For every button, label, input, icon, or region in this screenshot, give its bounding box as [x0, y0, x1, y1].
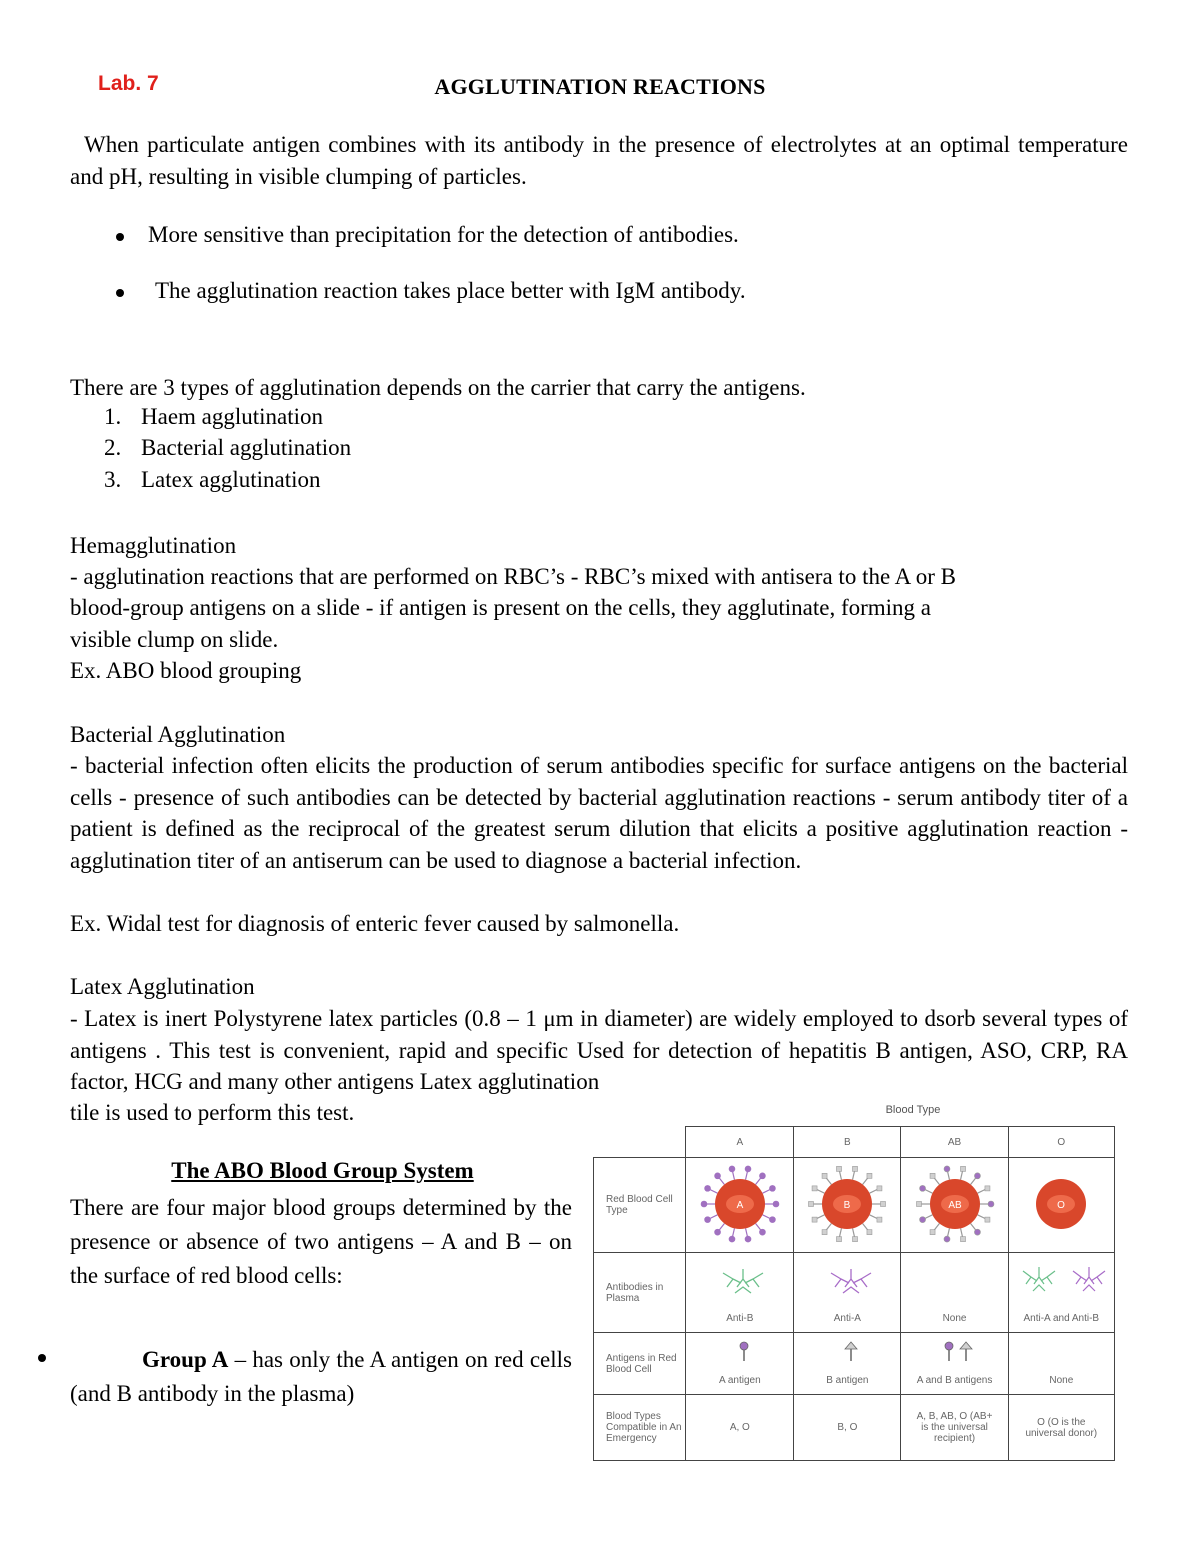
a-and-b-antigen-icon	[940, 1341, 976, 1363]
antigen-cell-b	[794, 1333, 901, 1395]
list-item: Haem agglutination	[141, 404, 324, 429]
blood-type-table	[593, 1126, 1115, 1461]
figure-title: Blood Type	[885, 1104, 941, 1116]
rbc-cell-b	[794, 1158, 901, 1253]
compatible-cell-b: B, O	[794, 1395, 901, 1461]
antigen-caption: B antigen	[826, 1375, 869, 1386]
list-number: 3.	[104, 467, 122, 492]
rbc-cell-o	[1008, 1158, 1114, 1253]
row-label-antibodies: Antibodies in Plasma	[594, 1253, 686, 1333]
bullet-dot	[116, 289, 124, 297]
compatible-cell-o: O (O is the universal donor)	[1008, 1395, 1114, 1461]
rbc-cell-a	[686, 1158, 794, 1253]
example-line: Ex. Widal test for diagnosis of enteric fever caused by salmonella.	[70, 911, 680, 936]
a-antigen-icon	[734, 1341, 754, 1363]
antigen-cell-o	[1008, 1333, 1114, 1395]
rbc-b-icon	[807, 1164, 887, 1244]
example-line: Ex. ABO blood grouping	[70, 658, 302, 683]
bullet-dot	[38, 1354, 46, 1362]
compatible-cell-ab: A, B, AB, O (AB+ is the universal recipient)	[901, 1395, 1008, 1461]
rbc-cell-ab	[901, 1158, 1008, 1253]
bullet-item: The agglutination reaction takes place better with IgM antibody.	[155, 278, 746, 303]
b-antigen-icon	[841, 1341, 861, 1363]
intro-paragraph: When particulate antigen combines with its antibody in the presence of electrolytes at an optimal temperature and pH, resulting in visible clumping of particles.	[70, 132, 1128, 189]
column-header: AB	[901, 1127, 1008, 1158]
antibody-cell-o	[1008, 1253, 1114, 1333]
latex-last-line: tile is used to perform this test.	[70, 1100, 355, 1125]
column-header: O	[1008, 1127, 1114, 1158]
rbc-label: A	[736, 1199, 744, 1211]
row-label-rbc: Red Blood Cell Type	[594, 1158, 686, 1253]
section-heading: Bacterial Agglutination	[70, 722, 286, 747]
list-item: Latex agglutination	[141, 467, 321, 492]
antibody-caption: Anti-A and Anti-B	[1023, 1313, 1100, 1324]
rbc-a-icon	[700, 1164, 780, 1244]
list-number: 1.	[104, 404, 122, 429]
row-label-compatible: Blood Types Compatible in An Emergency	[594, 1395, 686, 1461]
lab-number: Lab. 7	[98, 72, 159, 95]
rbc-o-icon	[1021, 1164, 1101, 1244]
rbc-label: B	[844, 1199, 851, 1211]
blood-type-figure	[593, 1104, 1115, 1460]
hemagglutination-line: visible clump on slide.	[70, 627, 279, 652]
antibody-cell-ab	[901, 1253, 1008, 1333]
column-header: A	[686, 1127, 794, 1158]
group-a-label: Group A	[142, 1347, 229, 1372]
hemagglutination-line: blood-group antigens on a slide - if antigen is present on the cells, they agglutinate, forming a	[70, 595, 932, 620]
bacterial-paragraph: - bacterial infection often elicits the production of serum antibodies specific for surface antigens on the bacterial cells - presence of such antibodies can be detected by bacterial agglutination reactions - serum antibody titer of a patient is defined as the reciprocal of the greatest serum dilution that elicits a positive agglutination reaction - agglutination titer of an antiserum can be used to diagnose a bacterial infection.	[70, 753, 1128, 873]
rbc-label: AB	[947, 1199, 962, 1211]
antibody-cell-a	[686, 1253, 794, 1333]
rbc-ab-icon	[915, 1164, 995, 1244]
compatible-cell-a: A, O	[686, 1395, 794, 1461]
antigen-caption: A antigen	[718, 1375, 761, 1386]
section-heading: Latex Agglutination	[70, 974, 255, 999]
latex-paragraph: - Latex is inert Polystyrene latex particles (0.8 – 1 μm in diameter) are widely employed to dsorb several types of antigens . This test is convenient, rapid and specific Used for detection of hepatitis B antigen, ASO, CRP, RA factor, HCG and many other antigens Latex agglutination	[70, 1006, 1128, 1094]
hemagglutination-line: - agglutination reactions that are performed on RBC’s - RBC’s mixed with antisera to the A or B	[70, 564, 956, 589]
antibody-cell-b	[794, 1253, 901, 1333]
group-a-item	[70, 1343, 572, 1411]
bullet-item: More sensitive than precipitation for the detection of antibodies.	[148, 222, 739, 247]
antigen-caption: None	[1049, 1375, 1074, 1386]
antigen-cell-ab	[901, 1333, 1008, 1395]
antibody-caption: Anti-B	[726, 1313, 754, 1324]
antigen-cell-a	[686, 1333, 794, 1395]
rbc-label: O	[1057, 1199, 1066, 1211]
list-item: Bacterial agglutination	[141, 435, 352, 460]
anti-a-and-b-antibody-icon	[1015, 1259, 1115, 1303]
group-a-text: – has only the A antigen on red cells (and B antibody in the plasma)	[70, 1347, 572, 1406]
page-title: AGGLUTINATION REACTIONS	[434, 74, 766, 99]
table-corner	[594, 1127, 686, 1158]
row-label-antigens: Antigens in Red Blood Cell	[594, 1333, 686, 1395]
anti-a-antibody-icon	[821, 1259, 881, 1303]
anti-b-antibody-icon	[713, 1259, 773, 1303]
abo-heading: The ABO Blood Group System	[171, 1158, 474, 1183]
bullet-dot	[116, 233, 124, 241]
list-number: 2.	[104, 435, 122, 460]
column-header: B	[794, 1127, 901, 1158]
antibody-caption: None	[942, 1313, 967, 1324]
types-lead: There are 3 types of agglutination depends on the carrier that carry the antigens.	[70, 375, 806, 400]
section-heading: Hemagglutination	[70, 533, 237, 558]
antigen-caption: A and B antigens	[916, 1375, 993, 1386]
antibody-caption: Anti-A	[833, 1313, 861, 1324]
abo-paragraph: There are four major blood groups determined by the presence or absence of two antigens – A and B – on the surface of red blood cells:	[70, 1195, 572, 1288]
